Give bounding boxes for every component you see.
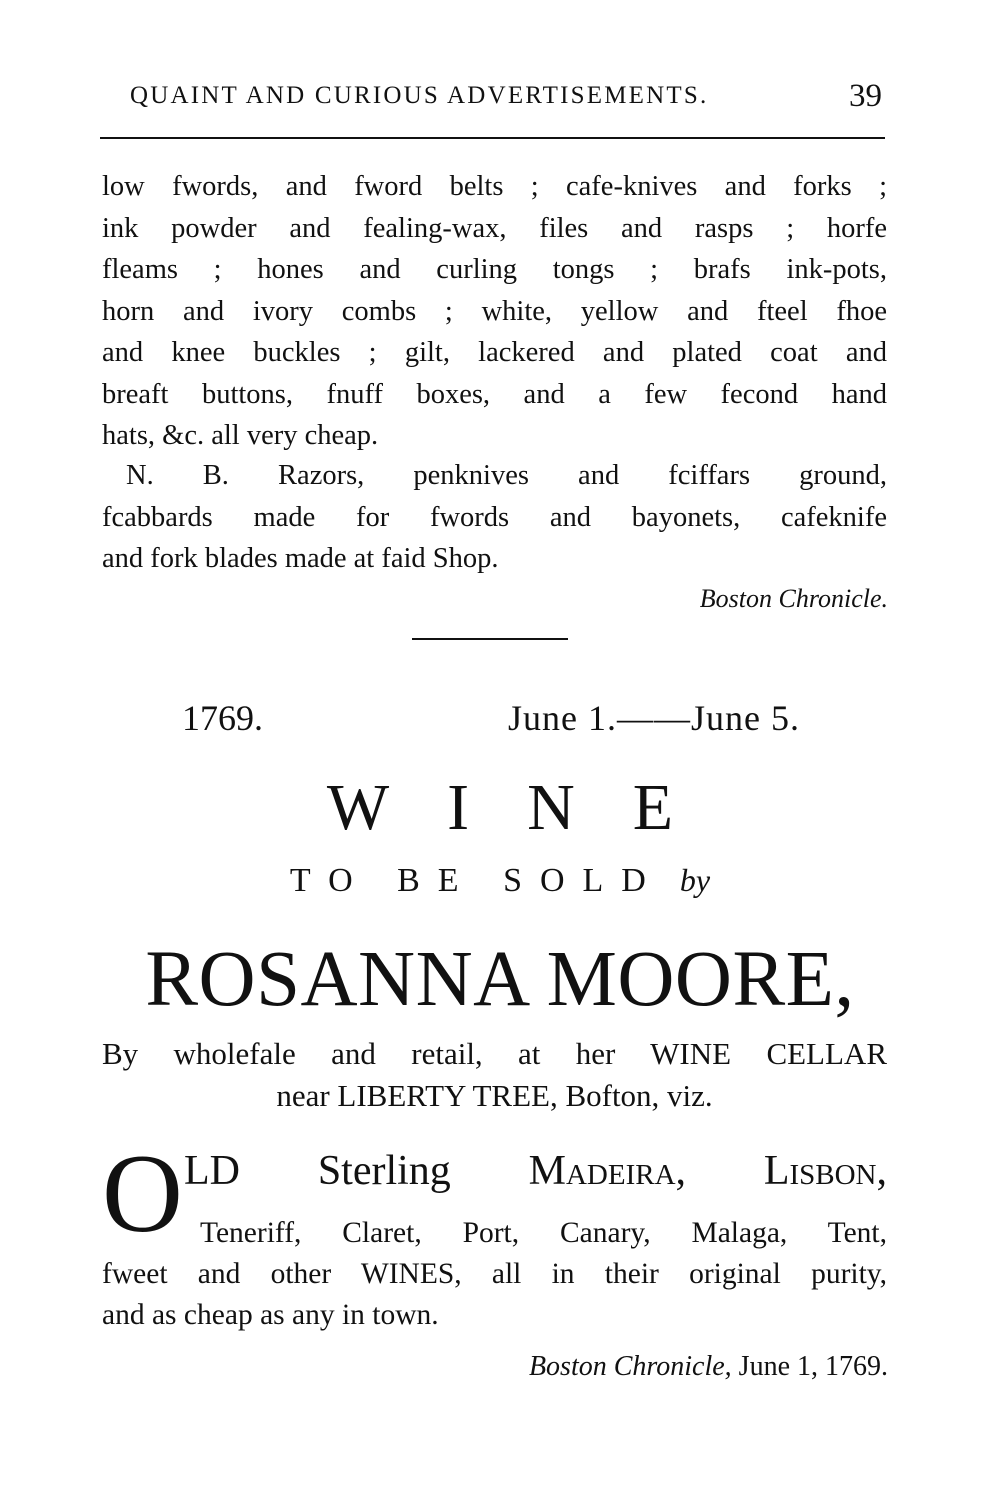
ad-date-range: June 1.——June 5. xyxy=(508,698,800,738)
page-header xyxy=(130,78,890,118)
first-line-word: Lisbon, xyxy=(763,1148,887,1194)
first-line-word: Madeira, xyxy=(528,1148,687,1194)
first-ad-paragraph xyxy=(102,166,887,457)
text-line: fcabbards made for fwords and bayonets, cafeknife xyxy=(102,501,887,533)
ad-year: 1769. xyxy=(182,698,263,738)
seller-name: ROSANNA MOORE, xyxy=(145,936,855,1023)
text-line: fleams ; hones and curling tongs ; brafs ink-pots, xyxy=(102,254,887,285)
second-ad-source xyxy=(529,1351,888,1383)
text-line: and fork blades made at faid Shop. xyxy=(102,543,499,574)
to-be-sold-line xyxy=(0,862,1000,900)
ad-date-line xyxy=(172,697,812,747)
source-publication: Boston Chronicle, xyxy=(528,1351,732,1382)
text-line: horn and ivory combs ; white, yellow and fteel fhoe xyxy=(102,295,887,327)
text-line: breaft buttons, fnuff boxes, and a few fecond hand xyxy=(102,378,887,410)
wine-list-line: and as cheap as any in town. xyxy=(102,1299,439,1331)
nota-bene-paragraph xyxy=(102,455,887,580)
address-line-1: By wholefale and retail, at her WINE CELLAR xyxy=(102,1036,887,1071)
first-line-caps: LD xyxy=(184,1148,240,1194)
first-ad-source: Boston Chronicle. xyxy=(699,584,888,613)
page-number: 39 xyxy=(849,78,882,114)
first-line-word: Sterling xyxy=(317,1148,451,1194)
section-divider xyxy=(412,638,568,640)
source-date: June 1, 1769. xyxy=(731,1351,888,1382)
wine-list-line: Teneriff, Claret, Port, Canary, Malaga, Tent, xyxy=(200,1217,887,1249)
running-title: QUAINT AND CURIOUS ADVERTISEMENTS. xyxy=(130,82,709,109)
wine-list-line: fweet and other WINES, all in their original purity, xyxy=(102,1258,887,1290)
text-line: low fwords, and fword belts ; cafe-knives and forks ; xyxy=(102,171,887,202)
text-line: and knee buckles ; gilt, lackered and plated coat and xyxy=(102,337,887,368)
address-line-2: near LIBERTY TREE, Bofton, viz. xyxy=(276,1078,713,1113)
to-be-sold-text: TO BE SOLD xyxy=(289,862,664,899)
text-line: hats, &c. all very cheap. xyxy=(102,420,379,451)
drop-cap: O xyxy=(102,1132,183,1256)
wine-list-first-line xyxy=(184,1143,887,1199)
by-text: by xyxy=(679,862,711,898)
header-rule xyxy=(100,137,885,139)
text-line: ink powder and fealing-wax, files and rasps ; horfe xyxy=(102,212,887,244)
text-line: N. B. Razors, penknives and fciffars ground, xyxy=(126,460,887,491)
wine-headline: WINE xyxy=(326,771,732,844)
